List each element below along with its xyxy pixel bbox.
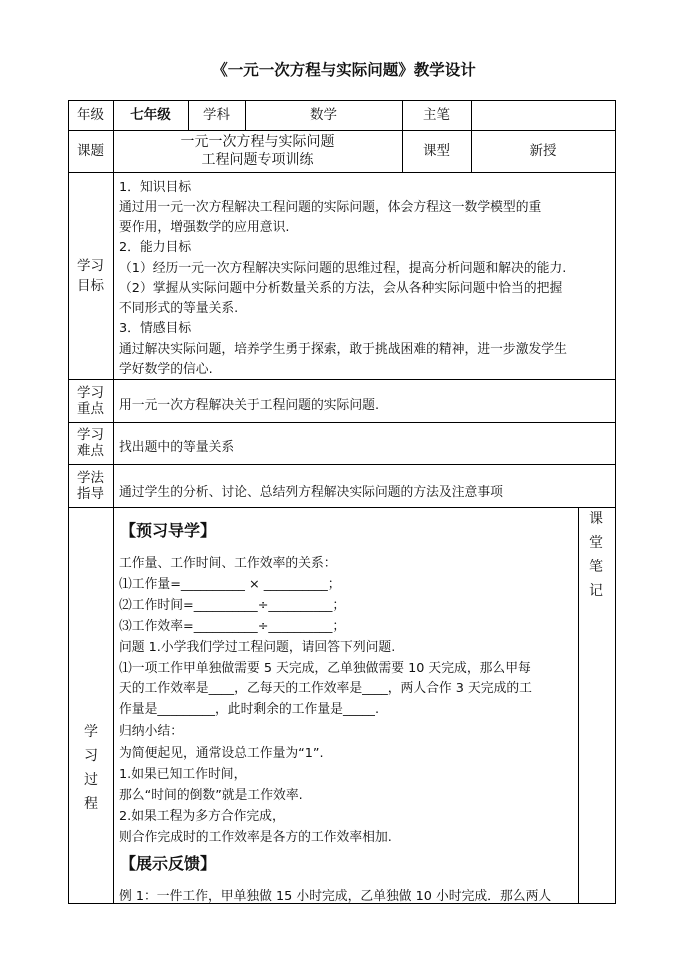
preview-line: 归纳小结： [119,724,183,739]
row-divider [68,507,616,508]
row-divider [68,172,616,173]
row-divider [68,464,616,465]
lesson-plan-table [68,100,616,904]
table-border-right [615,100,616,904]
notes-label-char: 笔 [589,559,603,575]
notes-label-char: 记 [589,583,603,599]
topic-line-1: 一元一次方程与实际问题 [180,134,335,150]
feedback-heading: 【展示反馈】 [120,854,217,873]
objective-line: 要作用，增强数学的应用意识. [119,220,290,235]
grade-value: 七年级 [130,106,171,123]
process-label-char: 程 [84,796,98,812]
author-value [471,100,615,130]
objectives-label-line-2: 目标 [77,277,104,294]
type-label: 课型 [423,142,450,159]
objective-line: 通过用一元一次方程解决工程问题的实际问题，体会方程这一数学模型的重 [119,200,542,215]
preview-line: ⑴一项工作甲单独做需要 5 天完成，乙单独做需要 10 天完成，那么甲每 [119,661,531,676]
method-label-line-1: 学法 [77,469,104,486]
topic-value [113,130,402,172]
preview-line: 为简便起见，通常设总工作量为“1”. [119,746,324,761]
objectives-label [68,172,113,379]
process-label-char: 过 [84,772,98,788]
preview-line: ⑵工作时间=__________÷__________； [119,598,346,613]
preview-line: 2.如果工程为多方合作完成， [119,809,285,824]
method-text: 通过学生的分析、讨论、总结列方程解决实际问题的方法及注意事项 [119,485,503,500]
notes-column-divider [578,507,579,904]
preview-line: 作量是_________，此时剩余的工作量是_____. [119,702,380,717]
author-label: 主笔 [423,106,450,123]
preview-line: ⑶工作效率=__________÷__________； [119,619,346,634]
objectives-label-line-1: 学习 [77,257,104,274]
subject-label: 学科 [203,106,230,123]
objective-line: 学好数学的信心. [119,362,213,377]
difficulties-text: 找出题中的等量关系 [119,440,235,455]
row-divider [68,422,616,423]
topic-label: 课题 [77,142,104,159]
difficulties-label-line-1: 学习 [77,427,104,443]
objective-line: 不同形式的等量关系. [119,301,239,316]
key-points-label [68,379,113,422]
preview-line: 天的工作效率是____，乙每天的工作效率是____，两人合作 3 天完成的工 [119,681,532,696]
preview-line: 1.如果已知工作时间， [119,767,247,782]
difficulties-label-line-2: 难点 [77,443,104,459]
key-points-label-line-1: 学习 [77,384,104,401]
objective-line: 3．情感目标 [119,321,192,336]
page-title: 《一元一次方程与实际问题》教学设计 [212,60,476,79]
preview-line: ⑴工作量=__________ × __________； [119,577,341,592]
objective-line: （1）经历一元一次方程解决实际问题的思维过程，提高分析问题和解决的能力. [119,261,567,276]
preview-heading: 【预习导学】 [120,521,217,540]
preview-line: 则合作完成时的工作效率是各方的工作效率相加. [119,830,392,845]
type-value: 新授 [529,142,557,159]
preview-line: 那么“时间的倒数”就是工作效率. [119,788,303,803]
preview-line: 工作量、工作时间、工作效率的关系： [119,556,337,571]
key-points-text: 用一元一次方程解决关于工程问题的实际问题. [119,398,380,413]
method-label-line-2: 指导 [77,485,104,502]
row-divider [68,379,616,380]
notes-label-char: 课 [589,511,603,527]
objective-line: （2）掌握从实际问题中分析数量关系的方法，会从各种实际问题中恰当的把握 [119,281,563,296]
topic-line-2: 工程问题专项训练 [201,152,314,168]
grade-label: 年级 [77,106,104,123]
objective-line: 2．能力目标 [119,240,192,255]
subject-value: 数学 [310,106,337,123]
objective-line: 通过解决实际问题，培养学生勇于探索，敢于挑战困难的精神，进一步激发学生 [119,342,567,357]
method-label [68,464,113,507]
example-line: 例 1：一件工作，甲单独做 15 小时完成，乙单独做 10 小时完成．那么两人 [119,889,552,904]
notes-label-char: 堂 [589,535,603,551]
process-label-char: 学 [84,724,98,740]
process-label-char: 习 [84,748,98,764]
key-points-label-line-2: 重点 [77,400,104,417]
label-column-divider [113,100,114,904]
objective-line: 1．知识目标 [119,180,192,195]
preview-line: 问题 1.小学我们学过工程问题，请回答下列问题. [119,640,396,655]
difficulties-label [68,422,113,464]
